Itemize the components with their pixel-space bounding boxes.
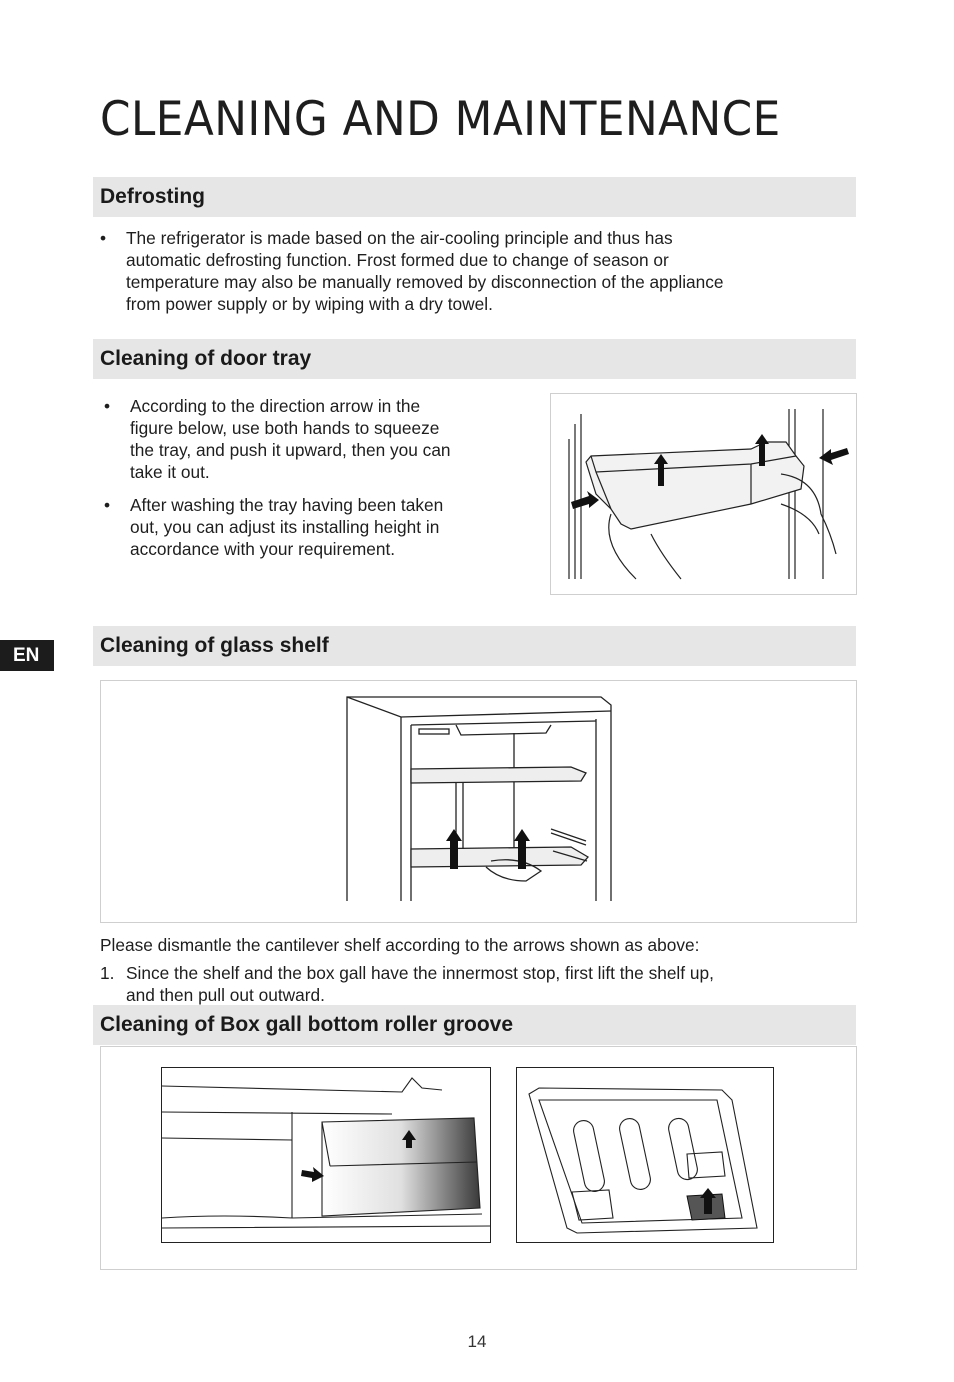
defrosting-bullet [100,227,860,317]
text-line: take it out. [130,462,210,482]
roller-groove-illustration [516,1067,774,1243]
roller-groove-figure [100,1046,857,1270]
glass-shelf-figure [100,680,857,923]
section-heading: Cleaning of door tray [100,347,312,370]
bullet-marker: • [100,228,107,248]
door-tray-bullet-1 [104,395,534,487]
drawer-illustration [161,1067,491,1243]
page-title: CLEANING AND MAINTENANCE [100,92,781,147]
section-header-defrosting [93,177,856,217]
bullet-marker: • [104,396,111,416]
section-heading: Cleaning of glass shelf [100,634,329,657]
glass-shelf-illustration [101,681,856,922]
bullet-marker: • [104,495,111,515]
section-heading: Defrosting [100,185,205,208]
text-line: and then pull out outward. [126,985,325,1005]
text-line: The refrigerator is made based on the air-cooling principle and thus has [126,228,673,248]
section-header-glass-shelf [93,626,856,666]
text-line: According to the direction arrow in the [130,396,421,416]
text-line: temperature may also be manually removed by disconnection of the appliance [126,272,724,292]
text-line: out, you can adjust its installing height in [130,517,440,537]
section-heading: Cleaning of Box gall bottom roller groove [100,1013,514,1036]
text-line: figure below, use both hands to squeeze [130,418,440,438]
text-line: automatic defrosting function. Frost formed due to change of season or [126,250,669,270]
page-number: 14 [467,1332,487,1351]
language-tab-label: EN [13,645,40,666]
text-line: from power supply or by wiping with a dry towel. [126,294,493,314]
section-header-door-tray [93,339,856,379]
text-line: After washing the tray having been taken [130,495,444,515]
door-tray-illustration [551,394,856,594]
text-line: accordance with your requirement. [130,539,396,559]
glass-shelf-step-1 [100,962,860,1008]
language-tab [0,640,54,671]
step-number: 1. [100,963,115,983]
text-line: Since the shelf and the box gall have the innermost stop, first lift the shelf up, [126,963,714,983]
glass-shelf-intro: Please dismantle the cantilever shelf according to the arrows shown as above: [100,935,700,955]
text-line: the tray, and push it upward, then you can [130,440,451,460]
door-tray-figure [550,393,857,595]
section-header-roller-groove [93,1005,856,1045]
door-tray-bullet-2 [104,494,534,564]
